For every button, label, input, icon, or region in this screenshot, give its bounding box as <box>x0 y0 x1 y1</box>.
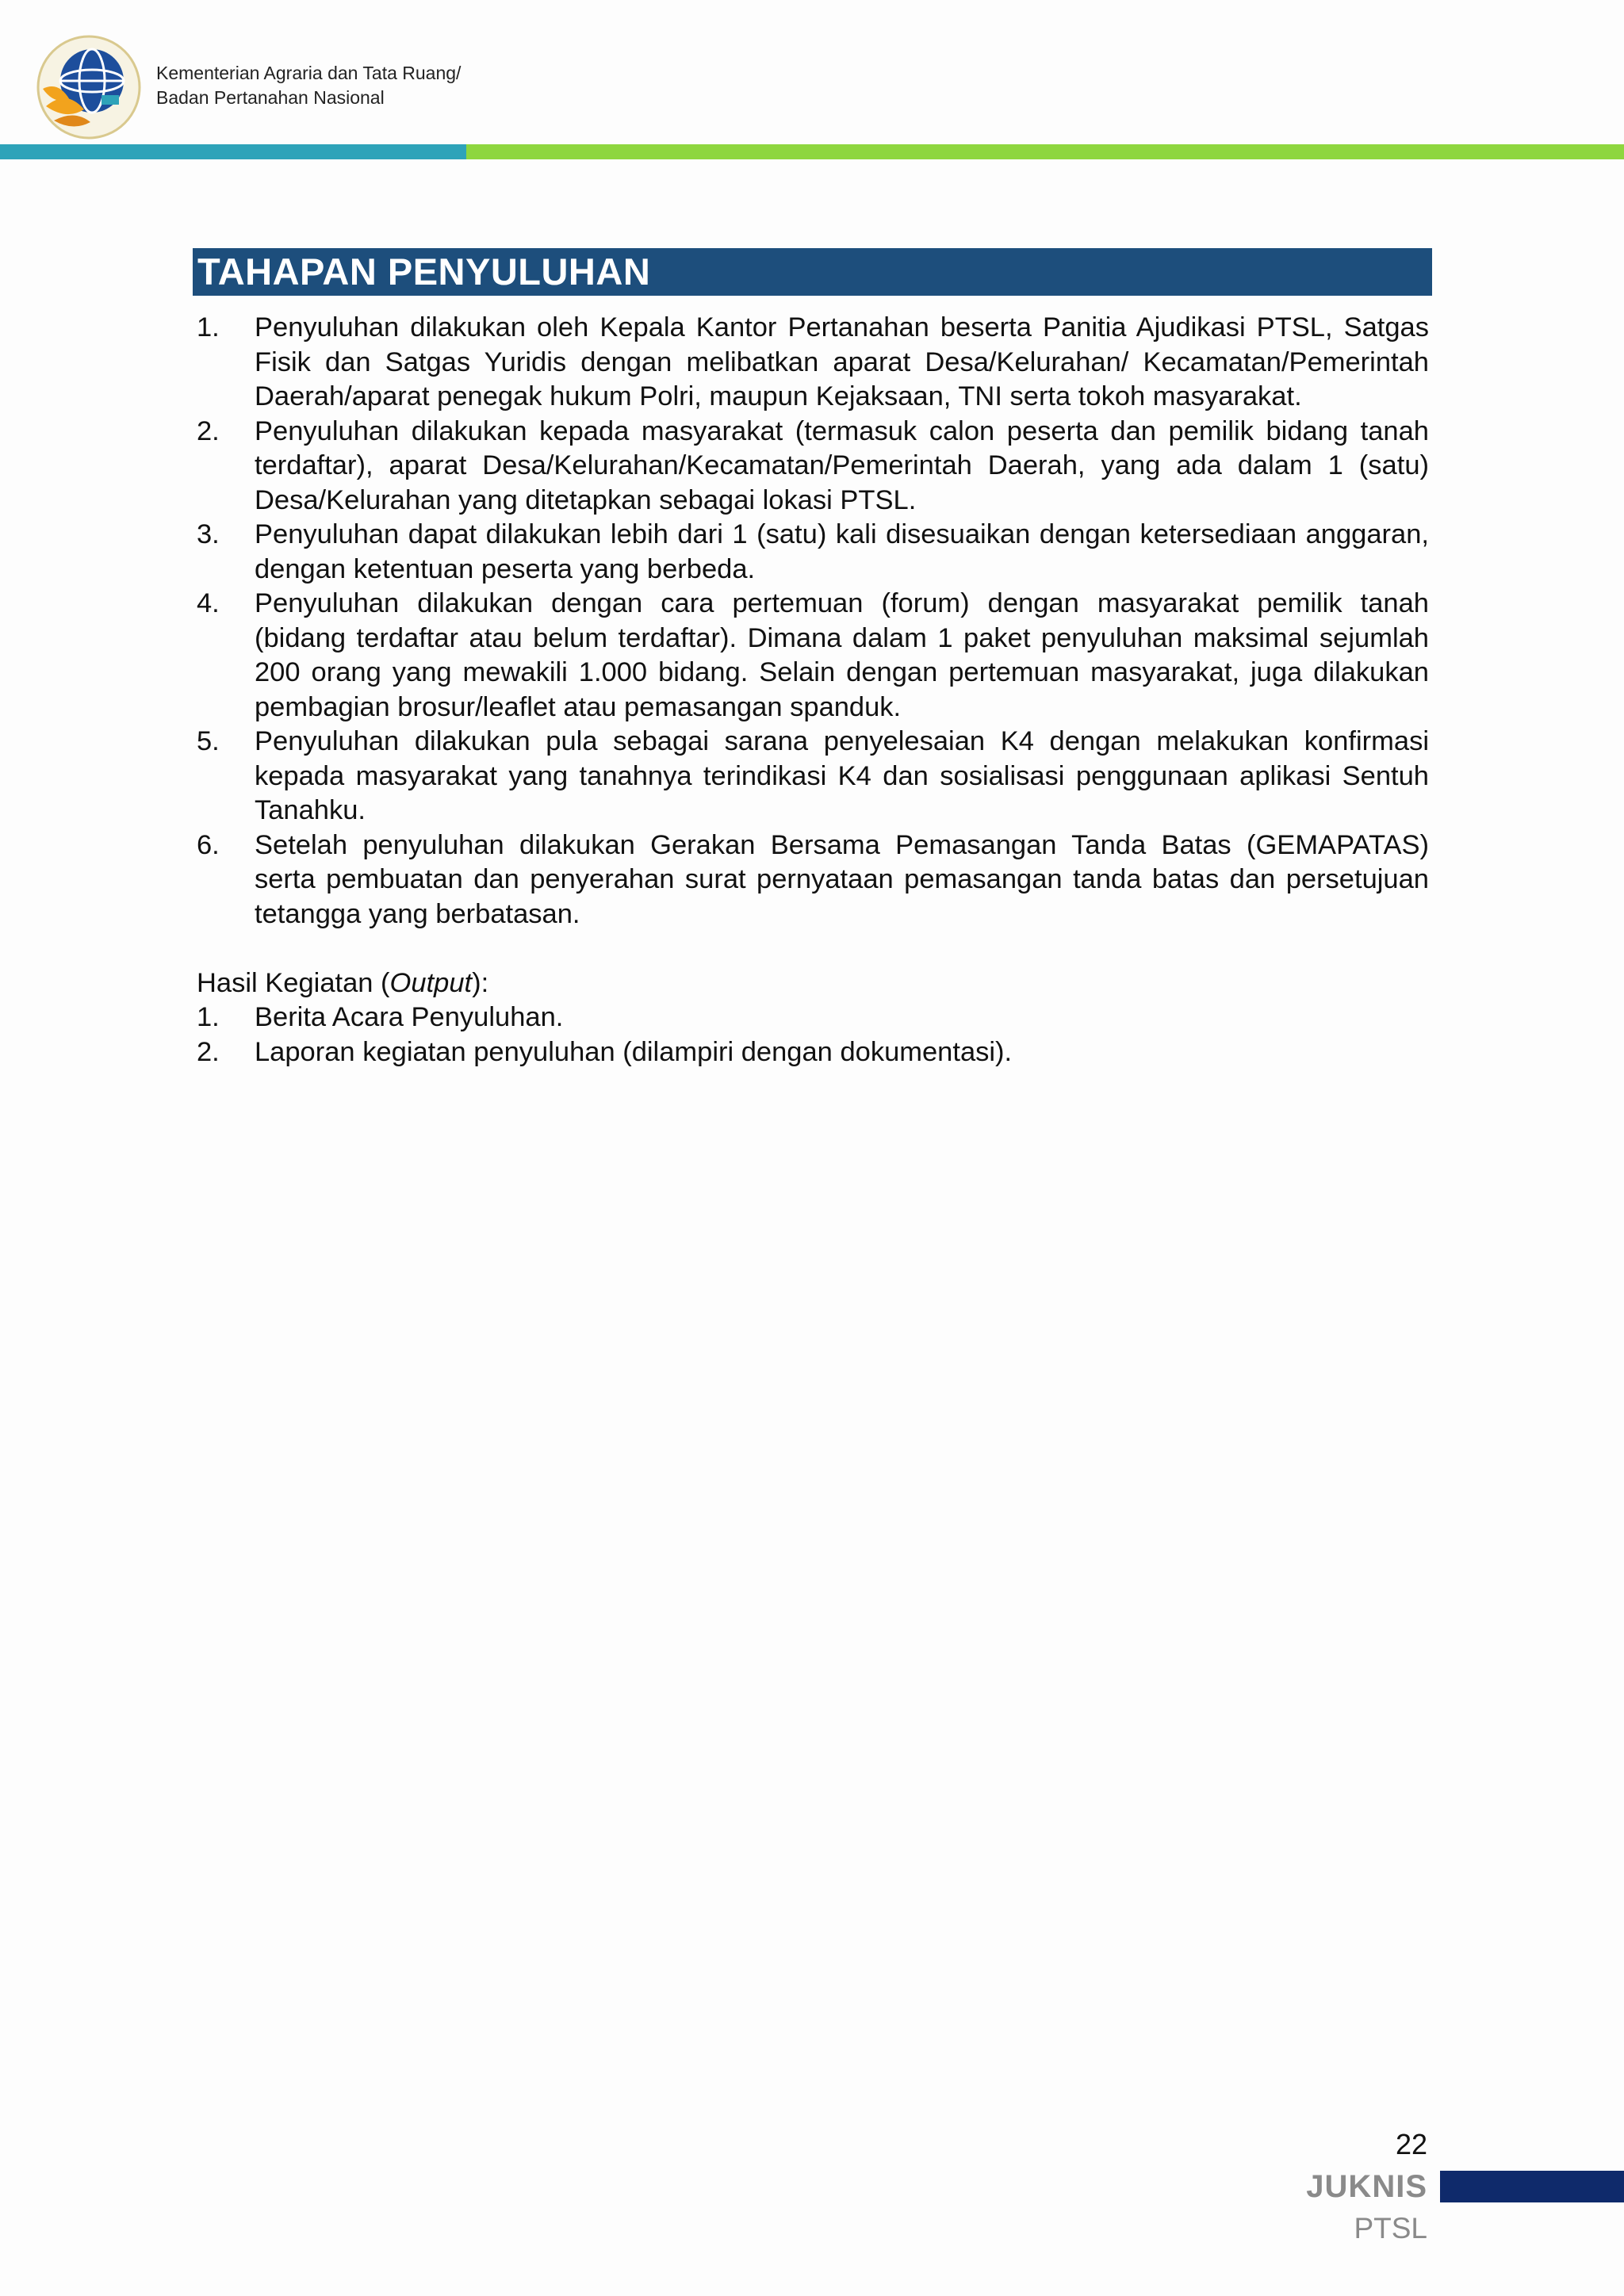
output-heading-prefix: Hasil Kegiatan ( <box>197 967 390 998</box>
page-number: 22 <box>1395 2128 1427 2160</box>
output-item <box>197 1035 1429 1070</box>
list-item <box>197 828 1429 932</box>
output-heading <box>197 966 1429 1001</box>
list-item-text: Penyuluhan dilakukan dengan cara pertemuan (forum) dengan masyarakat pemilik tanah (bidang terdaftar atau belum terdaftar). Dimana dalam 1 paket penyuluhan maksimal sejumlah 200 orang yang mewakili 1.000 bidang. Selain dengan pertemuan masyarakat, juga dilakukan pembagian brosur/leaflet atau pemasangan spanduk. <box>255 588 1429 722</box>
list-item-text: Penyuluhan dilakukan kepada masyarakat (termasuk calon peserta dan pemilik bidang tanah terdaftar), aparat Desa/Kelurahan/Kecamatan/Pemerintah Daerah, yang ada dalam 1 (satu) Desa/Kelurahan yang ditetapkan sebagai lokasi PTSL. <box>255 415 1429 515</box>
output-item-number: 1. <box>197 1002 220 1032</box>
list-item-number: 2. <box>197 415 220 446</box>
list-item-text: Penyuluhan dilakukan oleh Kepala Kantor Pertanahan beserta Panitia Ajudikasi PTSL, Satgas Fisik dan Satgas Yuridis dengan melibatkan aparat Desa/Kelurahan/ Kecamatan/Pemerintah Daerah/aparat penegak hukum Polri, maupun Kejaksaan, TNI serta tokoh masyarakat. <box>255 312 1429 411</box>
footer-juknis-label: JUKNIS <box>1306 2169 1427 2204</box>
organization-name <box>156 61 461 110</box>
list-item-number: 6. <box>197 829 220 860</box>
organization-line-2: Badan Pertanahan Nasional <box>156 87 385 108</box>
list-item-text: Penyuluhan dapat dilakukan lebih dari 1 (satu) kali disesuaikan dengan ketersediaan anggaran, dengan ketentuan peserta yang berbeda. <box>255 519 1429 584</box>
atr-bpn-logo-icon <box>35 33 143 141</box>
list-item-text: Setelah penyuluhan dilakukan Gerakan Bersama Pemasangan Tanda Batas (GEMAPATAS) serta pembuatan dan penyerahan surat pernyataan pemasangan tanda batas dan persetujuan tetangga yang berbatasan. <box>255 829 1429 929</box>
list-item-text: Penyuluhan dilakukan pula sebagai sarana penyelesaian K4 dengan melakukan konfirmasi kepada masyarakat yang tanahnya terindikasi K4 dan sosialisasi penggunaan aplikasi Sentuh Tanahku. <box>255 726 1429 825</box>
list-item <box>197 518 1429 587</box>
output-item-text: Berita Acara Penyuluhan. <box>255 1002 564 1032</box>
list-item <box>197 725 1429 828</box>
section-title: TAHAPAN PENYULUHAN <box>193 248 1432 296</box>
footer-ptsl-label: PTSL <box>1354 2212 1427 2244</box>
list-item-number: 1. <box>197 312 220 342</box>
list-item <box>197 311 1429 415</box>
header-bar-left <box>0 144 466 159</box>
output-item-text: Laporan kegiatan penyuluhan (dilampiri dengan dokumentasi). <box>255 1036 1013 1067</box>
output-item <box>197 1001 1429 1035</box>
output-item-number: 2. <box>197 1036 220 1067</box>
list-item-number: 3. <box>197 519 220 549</box>
output-heading-suffix: ): <box>472 967 489 998</box>
list-item <box>197 587 1429 725</box>
footer-bar <box>1440 2171 1624 2202</box>
list-item-number: 4. <box>197 588 220 618</box>
section-content <box>197 311 1429 1070</box>
header-bar-right <box>466 144 1624 159</box>
list-item <box>197 415 1429 519</box>
output-heading-italic: Output <box>389 967 473 998</box>
list-item-number: 5. <box>197 726 220 756</box>
page-header <box>0 0 1624 159</box>
spacer <box>197 932 1429 966</box>
organization-line-1: Kementerian Agraria dan Tata Ruang/ <box>156 63 462 83</box>
